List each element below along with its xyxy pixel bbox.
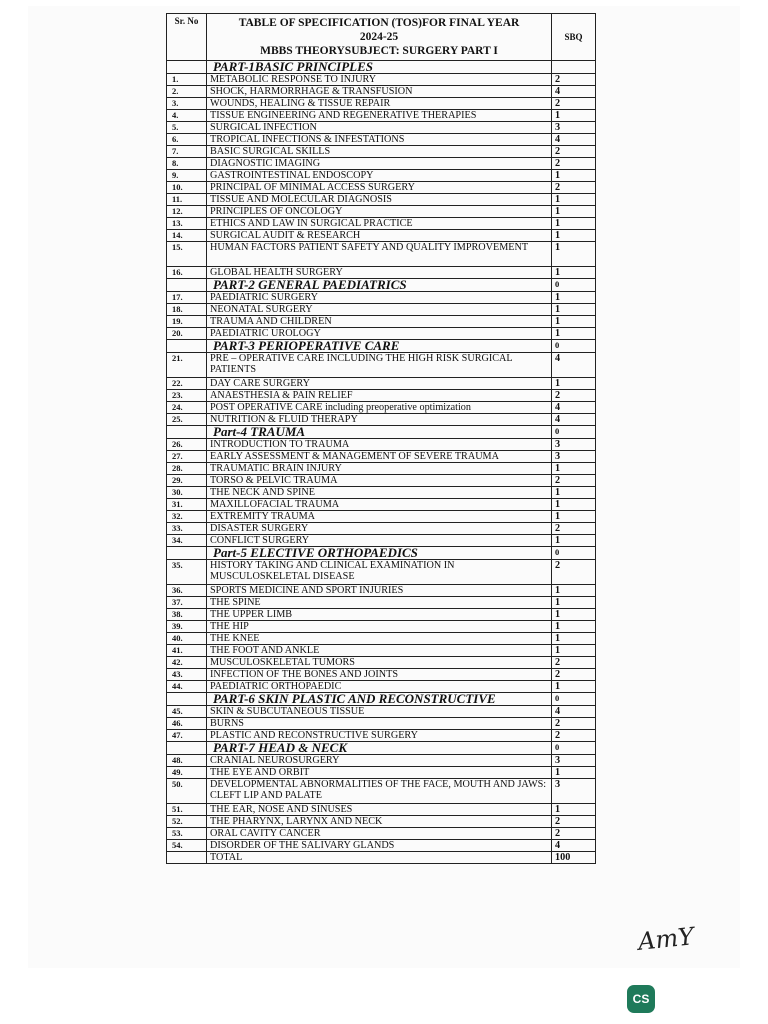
table-row	[167, 828, 596, 840]
table-row	[167, 535, 596, 547]
table-row	[167, 182, 596, 194]
table-row	[167, 718, 596, 730]
topic-cell: HUMAN FACTORS PATIENT SAFETY AND QUALITY IMPROVEMENT	[207, 242, 552, 267]
table-row	[167, 657, 596, 669]
sbq-cell: 4	[552, 402, 596, 414]
sr-no-cell: 48.	[167, 755, 207, 767]
part-sr-cell	[167, 426, 207, 439]
table-row	[167, 767, 596, 779]
sr-no-cell: 23.	[167, 390, 207, 402]
topic-cell: TROPICAL INFECTIONS & INFESTATIONS	[207, 134, 552, 146]
topic-cell: PRINCIPLES OF ONCOLOGY	[207, 206, 552, 218]
sbq-cell: 1	[552, 328, 596, 340]
title-line-1: TABLE OF SPECIFICATION (TOS)FOR FINAL YEAR	[238, 17, 520, 29]
sr-no-cell: 24.	[167, 402, 207, 414]
sbq-cell: 3	[552, 755, 596, 767]
table-row	[167, 475, 596, 487]
table-row	[167, 316, 596, 328]
sr-no-cell: 46.	[167, 718, 207, 730]
topic-cell: THE NECK AND SPINE	[207, 487, 552, 499]
sbq-cell: 1	[552, 292, 596, 304]
sr-no-cell: 36.	[167, 585, 207, 597]
table-row	[167, 390, 596, 402]
sbq-cell: 1	[552, 499, 596, 511]
table-row	[167, 840, 596, 852]
sr-no-cell: 11.	[167, 194, 207, 206]
sr-no-cell: 21.	[167, 353, 207, 378]
topic-cell: DISASTER SURGERY	[207, 523, 552, 535]
table-row	[167, 439, 596, 451]
part-heading-row	[167, 426, 596, 439]
total-label: TOTAL	[207, 852, 552, 864]
sr-no-cell: 53.	[167, 828, 207, 840]
topic-cell: CRANIAL NEUROSURGERY	[207, 755, 552, 767]
sr-no-cell: 10.	[167, 182, 207, 194]
table-row	[167, 292, 596, 304]
part-title: PART-1BASIC PRINCIPLES	[207, 61, 552, 74]
part-sbq	[552, 61, 596, 74]
sbq-cell: 2	[552, 718, 596, 730]
topic-cell: GLOBAL HEALTH SURGERY	[207, 267, 552, 279]
topic-cell: METABOLIC RESPONSE TO INJURY	[207, 74, 552, 86]
sr-no-cell: 16.	[167, 267, 207, 279]
sbq-cell: 2	[552, 560, 596, 585]
sbq-cell: 3	[552, 439, 596, 451]
sbq-cell: 1	[552, 511, 596, 523]
title-line-3: MBBS THEORYSUBJECT: SURGERY PART I	[260, 45, 498, 57]
sr-no-cell: 13.	[167, 218, 207, 230]
table-row	[167, 706, 596, 718]
topic-cell: HISTORY TAKING AND CLINICAL EXAMINATION IN MUSCULOSKELETAL DISEASE	[207, 560, 552, 585]
table-row	[167, 230, 596, 242]
table-row	[167, 328, 596, 340]
sr-no-cell: 27.	[167, 451, 207, 463]
topic-cell: TORSO & PELVIC TRAUMA	[207, 475, 552, 487]
topic-cell: PAEDIATRIC UROLOGY	[207, 328, 552, 340]
table-row	[167, 267, 596, 279]
part-sr-cell	[167, 61, 207, 74]
sr-no-cell: 14.	[167, 230, 207, 242]
sbq-cell: 1	[552, 767, 596, 779]
sr-no-cell: 26.	[167, 439, 207, 451]
sbq-cell: 2	[552, 669, 596, 681]
sbq-cell: 4	[552, 353, 596, 378]
table-row	[167, 304, 596, 316]
topic-cell: SPORTS MEDICINE AND SPORT INJURIES	[207, 585, 552, 597]
sbq-cell: 3	[552, 122, 596, 134]
part-title: Part-4 TRAUMA	[207, 426, 552, 439]
sr-no-cell: 3.	[167, 98, 207, 110]
table-row	[167, 110, 596, 122]
table-row	[167, 206, 596, 218]
sr-no-cell: 33.	[167, 523, 207, 535]
topic-cell: DAY CARE SURGERY	[207, 378, 552, 390]
table-row	[167, 402, 596, 414]
topic-cell: GASTROINTESTINAL ENDOSCOPY	[207, 170, 552, 182]
sbq-cell: 4	[552, 86, 596, 98]
sbq-cell: 2	[552, 730, 596, 742]
part-sr-cell	[167, 742, 207, 755]
topic-cell: TISSUE ENGINEERING AND REGENERATIVE THERAPIES	[207, 110, 552, 122]
part-title: PART-6 SKIN PLASTIC AND RECONSTRUCTIVE	[207, 693, 552, 706]
table-row	[167, 242, 596, 267]
part-sbq: 0	[552, 340, 596, 353]
topic-cell: INFECTION OF THE BONES AND JOINTS	[207, 669, 552, 681]
topic-cell: THE HIP	[207, 621, 552, 633]
sbq-cell: 2	[552, 74, 596, 86]
sr-no-cell: 1.	[167, 74, 207, 86]
sbq-cell: 1	[552, 681, 596, 693]
topic-cell: PRE – OPERATIVE CARE INCLUDING THE HIGH RISK SURGICAL PATIENTS	[207, 353, 552, 378]
table-row	[167, 414, 596, 426]
topic-cell: DISORDER OF THE SALIVARY GLANDS	[207, 840, 552, 852]
table-row	[167, 74, 596, 86]
table-row	[167, 158, 596, 170]
table-row	[167, 487, 596, 499]
table-row	[167, 523, 596, 535]
total-sbq: 100	[552, 852, 596, 864]
topic-cell: THE KNEE	[207, 633, 552, 645]
sbq-cell: 1	[552, 230, 596, 242]
topic-cell: THE EAR, NOSE AND SINUSES	[207, 804, 552, 816]
table-row	[167, 804, 596, 816]
topic-cell: NEONATAL SURGERY	[207, 304, 552, 316]
topic-cell: SKIN & SUBCUTANEOUS TISSUE	[207, 706, 552, 718]
topic-cell: MAXILLOFACIAL TRAUMA	[207, 499, 552, 511]
part-sr-cell	[167, 279, 207, 292]
part-heading-row	[167, 742, 596, 755]
part-heading-row	[167, 693, 596, 706]
table-row	[167, 170, 596, 182]
sbq-cell: 2	[552, 657, 596, 669]
sr-no-cell: 54.	[167, 840, 207, 852]
sr-no-cell: 47.	[167, 730, 207, 742]
topic-cell: SHOCK, HARMORRHAGE & TRANSFUSION	[207, 86, 552, 98]
topic-cell: SURGICAL INFECTION	[207, 122, 552, 134]
part-title: PART-2 GENERAL PAEDIATRICS	[207, 279, 552, 292]
sr-no-cell: 52.	[167, 816, 207, 828]
part-sbq: 0	[552, 547, 596, 560]
table-row	[167, 511, 596, 523]
sbq-cell: 2	[552, 158, 596, 170]
sbq-cell: 1	[552, 463, 596, 475]
topic-cell: PAEDIATRIC SURGERY	[207, 292, 552, 304]
sr-no-cell: 41.	[167, 645, 207, 657]
topic-cell: CONFLICT SURGERY	[207, 535, 552, 547]
part-title: Part-5 ELECTIVE ORTHOPAEDICS	[207, 547, 552, 560]
part-sr-cell	[167, 547, 207, 560]
topic-cell: THE PHARYNX, LARYNX AND NECK	[207, 816, 552, 828]
topic-cell: NUTRITION & FLUID THERAPY	[207, 414, 552, 426]
table-row	[167, 669, 596, 681]
sr-no-cell: 32.	[167, 511, 207, 523]
sbq-cell: 1	[552, 206, 596, 218]
topic-cell: THE EYE AND ORBIT	[207, 767, 552, 779]
sr-no-cell: 31.	[167, 499, 207, 511]
topic-cell: EXTREMITY TRAUMA	[207, 511, 552, 523]
sbq-cell: 2	[552, 523, 596, 535]
table-row	[167, 633, 596, 645]
sr-no-cell: 18.	[167, 304, 207, 316]
sr-no-cell: 38.	[167, 609, 207, 621]
sbq-header: SBQ	[552, 14, 596, 61]
table-title	[207, 14, 552, 61]
table-row	[167, 463, 596, 475]
topic-cell: THE UPPER LIMB	[207, 609, 552, 621]
sbq-cell: 4	[552, 414, 596, 426]
table-row	[167, 378, 596, 390]
topic-cell: DEVELOPMENTAL ABNORMALITIES OF THE FACE, MOUTH AND JAWS: CLEFT LIP AND PALATE	[207, 779, 552, 804]
sbq-cell: 1	[552, 804, 596, 816]
camscanner-logo-icon: CS	[627, 985, 655, 1013]
table-row	[167, 560, 596, 585]
sr-no-cell: 4.	[167, 110, 207, 122]
total-row	[167, 852, 596, 864]
part-sr-cell	[167, 340, 207, 353]
sbq-cell: 1	[552, 110, 596, 122]
sr-no-cell: 37.	[167, 597, 207, 609]
sr-no-cell: 51.	[167, 804, 207, 816]
sr-no-cell: 17.	[167, 292, 207, 304]
topic-cell: EARLY ASSESSMENT & MANAGEMENT OF SEVERE TRAUMA	[207, 451, 552, 463]
sbq-cell: 4	[552, 840, 596, 852]
sr-no-cell: 43.	[167, 669, 207, 681]
table-row	[167, 585, 596, 597]
sbq-cell: 1	[552, 535, 596, 547]
sr-no-cell: 44.	[167, 681, 207, 693]
sbq-cell: 1	[552, 316, 596, 328]
sr-no-cell: 25.	[167, 414, 207, 426]
part-sr-cell	[167, 693, 207, 706]
sr-no-cell: 9.	[167, 170, 207, 182]
sbq-cell: 2	[552, 182, 596, 194]
sbq-cell: 2	[552, 475, 596, 487]
sbq-cell: 1	[552, 621, 596, 633]
sr-no-cell: 19.	[167, 316, 207, 328]
sbq-cell: 1	[552, 645, 596, 657]
sbq-cell: 3	[552, 451, 596, 463]
sr-no-cell: 2.	[167, 86, 207, 98]
sbq-cell: 2	[552, 146, 596, 158]
sbq-cell: 1	[552, 585, 596, 597]
topic-cell: SURGICAL AUDIT & RESEARCH	[207, 230, 552, 242]
sr-no-cell: 22.	[167, 378, 207, 390]
topic-cell: PAEDIATRIC ORTHOPAEDIC	[207, 681, 552, 693]
sr-no-cell: 12.	[167, 206, 207, 218]
topic-cell: THE FOOT AND ANKLE	[207, 645, 552, 657]
sr-no-cell: 35.	[167, 560, 207, 585]
sr-no-cell: 20.	[167, 328, 207, 340]
table-row	[167, 122, 596, 134]
part-heading-row	[167, 340, 596, 353]
table-row	[167, 621, 596, 633]
topic-cell: INTRODUCTION TO TRAUMA	[207, 439, 552, 451]
table-row	[167, 609, 596, 621]
sbq-cell: 4	[552, 134, 596, 146]
table-row	[167, 194, 596, 206]
sbq-cell: 3	[552, 779, 596, 804]
sr-no-cell: 42.	[167, 657, 207, 669]
topic-cell: PRINCIPAL OF MINIMAL ACCESS SURGERY	[207, 182, 552, 194]
sbq-cell: 1	[552, 597, 596, 609]
topic-cell: TISSUE AND MOLECULAR DIAGNOSIS	[207, 194, 552, 206]
total-sr-cell	[167, 852, 207, 864]
topic-cell: DIAGNOSTIC IMAGING	[207, 158, 552, 170]
topic-cell: MUSCULOSKELETAL TUMORS	[207, 657, 552, 669]
sbq-cell: 2	[552, 816, 596, 828]
sr-no-cell: 50.	[167, 779, 207, 804]
topic-cell: TRAUMA AND CHILDREN	[207, 316, 552, 328]
title-line-2: 2024-25	[359, 31, 399, 43]
sbq-cell: 1	[552, 194, 596, 206]
sr-no-cell: 8.	[167, 158, 207, 170]
sbq-cell: 1	[552, 633, 596, 645]
table-row	[167, 86, 596, 98]
table-row	[167, 755, 596, 767]
sr-no-cell: 28.	[167, 463, 207, 475]
table-header-row	[167, 14, 596, 61]
signature: AmY	[636, 922, 696, 956]
topic-cell: THE SPINE	[207, 597, 552, 609]
sbq-cell: 2	[552, 828, 596, 840]
table-row	[167, 134, 596, 146]
topic-cell: ETHICS AND LAW IN SURGICAL PRACTICE	[207, 218, 552, 230]
topic-cell: TRAUMATIC BRAIN INJURY	[207, 463, 552, 475]
sbq-cell: 1	[552, 242, 596, 267]
topic-cell: BURNS	[207, 718, 552, 730]
sbq-cell: 1	[552, 378, 596, 390]
part-sbq: 0	[552, 426, 596, 439]
sbq-cell: 2	[552, 98, 596, 110]
table-row	[167, 98, 596, 110]
part-sbq: 0	[552, 742, 596, 755]
sr-no-cell: 6.	[167, 134, 207, 146]
table-row	[167, 816, 596, 828]
part-heading-row	[167, 279, 596, 292]
sr-no-cell: 30.	[167, 487, 207, 499]
table-row	[167, 353, 596, 378]
table-body	[167, 61, 596, 852]
sr-no-cell: 40.	[167, 633, 207, 645]
sbq-cell: 1	[552, 170, 596, 182]
part-title: PART-7 HEAD & NECK	[207, 742, 552, 755]
part-heading-row	[167, 61, 596, 74]
table-row	[167, 218, 596, 230]
table-row	[167, 779, 596, 804]
topic-cell: ORAL CAVITY CANCER	[207, 828, 552, 840]
sr-no-cell: 49.	[167, 767, 207, 779]
sbq-cell: 1	[552, 487, 596, 499]
table-row	[167, 597, 596, 609]
sr-no-header: Sr. No	[167, 14, 207, 61]
table-row	[167, 681, 596, 693]
part-heading-row	[167, 547, 596, 560]
topic-cell: BASIC SURGICAL SKILLS	[207, 146, 552, 158]
sr-no-cell: 34.	[167, 535, 207, 547]
sbq-cell: 1	[552, 609, 596, 621]
sbq-cell: 4	[552, 706, 596, 718]
sr-no-cell: 29.	[167, 475, 207, 487]
table-row	[167, 146, 596, 158]
table-row	[167, 451, 596, 463]
sr-no-cell: 7.	[167, 146, 207, 158]
table-row	[167, 730, 596, 742]
sbq-cell: 1	[552, 267, 596, 279]
table-row	[167, 499, 596, 511]
topic-cell: POST OPERATIVE CARE including preoperative optimization	[207, 402, 552, 414]
part-sbq: 0	[552, 279, 596, 292]
sbq-cell: 1	[552, 218, 596, 230]
topic-cell: WOUNDS, HEALING & TISSUE REPAIR	[207, 98, 552, 110]
topic-cell: ANAESTHESIA & PAIN RELIEF	[207, 390, 552, 402]
sbq-cell: 1	[552, 304, 596, 316]
sbq-cell: 2	[552, 390, 596, 402]
sr-no-cell: 15.	[167, 242, 207, 267]
tos-table	[166, 13, 596, 864]
topic-cell: PLASTIC AND RECONSTRUCTIVE SURGERY	[207, 730, 552, 742]
sr-no-cell: 39.	[167, 621, 207, 633]
sr-no-cell: 45.	[167, 706, 207, 718]
part-sbq: 0	[552, 693, 596, 706]
part-title: PART-3 PERIOPERATIVE CARE	[207, 340, 552, 353]
table-row	[167, 645, 596, 657]
sr-no-cell: 5.	[167, 122, 207, 134]
